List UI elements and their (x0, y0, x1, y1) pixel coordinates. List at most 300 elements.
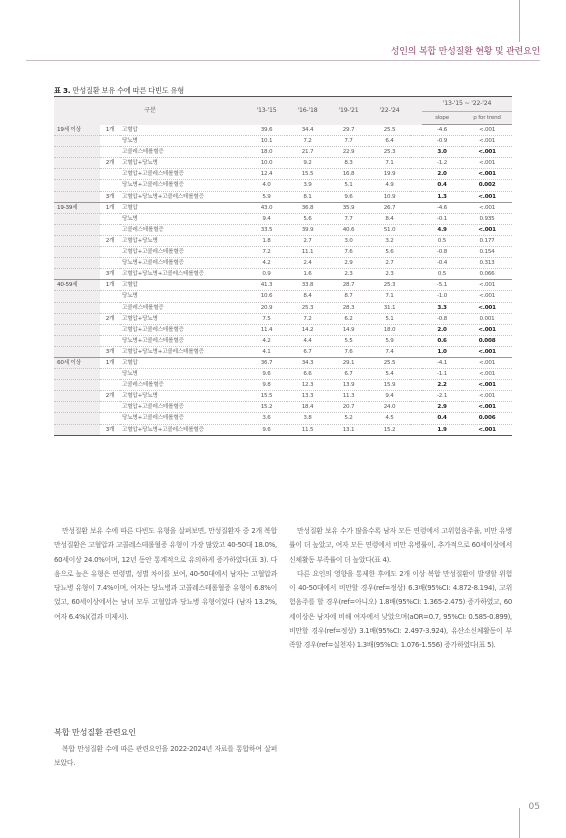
value-cell: 51.0 (369, 224, 410, 235)
table-row (54, 258, 512, 269)
value-cell: 5.4 (369, 369, 410, 380)
spacer-cell (410, 269, 422, 280)
value-cell: 33.5 (246, 224, 287, 235)
value-cell: 34.4 (287, 125, 328, 136)
count-cell: 3개 (100, 346, 120, 357)
value-cell: 3.9 (287, 180, 328, 191)
age-cell (54, 269, 100, 280)
value-cell: 8.1 (287, 191, 328, 202)
slope-cell: 0.4 (422, 180, 462, 191)
spacer-cell (410, 380, 422, 391)
slope-cell: -0.4 (422, 258, 462, 269)
slope-cell: 2.0 (422, 169, 462, 180)
count-cell: 3개 (100, 269, 120, 280)
p-trend-cell: 0.935 (462, 213, 512, 224)
count-cell (100, 224, 120, 235)
slope-cell: -4.6 (422, 202, 462, 213)
count-cell (100, 291, 120, 302)
spacer-cell (410, 335, 422, 346)
table-row (54, 335, 512, 346)
table-row (54, 191, 512, 202)
value-cell: 4.2 (246, 335, 287, 346)
value-cell: 8.7 (328, 291, 369, 302)
type-cell: 고콜레스테롤혈증 (120, 380, 246, 391)
slope-cell: 2.9 (422, 402, 462, 413)
type-cell: 고혈압+고콜레스테롤혈증 (120, 169, 246, 180)
type-cell: 당뇨병+고콜레스테롤혈증 (120, 413, 246, 424)
right-column-text (289, 524, 512, 653)
p-trend-cell: <.001 (462, 125, 512, 136)
age-cell (54, 335, 100, 346)
value-cell: 15.9 (369, 380, 410, 391)
spacer-cell (410, 424, 422, 435)
value-cell: 7.1 (369, 158, 410, 169)
table-row (54, 180, 512, 191)
p-trend-cell: <.001 (462, 224, 512, 235)
type-cell: 고혈압 (120, 280, 246, 291)
p-trend-cell: <.001 (462, 169, 512, 180)
spacer-cell (410, 324, 422, 335)
age-cell: 19-39세 (54, 202, 100, 213)
value-cell: 18.4 (287, 402, 328, 413)
count-cell: 3개 (100, 191, 120, 202)
value-cell: 2.7 (287, 235, 328, 246)
value-cell: 4.5 (369, 413, 410, 424)
table-row (54, 136, 512, 147)
value-cell: 7.6 (328, 247, 369, 258)
spacer-cell (410, 369, 422, 380)
slope-cell: 4.9 (422, 224, 462, 235)
table-row (54, 158, 512, 169)
table-row (54, 125, 512, 136)
value-cell: 4.1 (246, 346, 287, 357)
value-cell: 11.4 (246, 324, 287, 335)
slope-cell: 1.3 (422, 191, 462, 202)
type-cell: 고혈압 (120, 357, 246, 368)
value-cell: 4.0 (246, 180, 287, 191)
spacer-cell (410, 291, 422, 302)
value-cell: 20.9 (246, 302, 287, 313)
age-cell (54, 313, 100, 324)
value-cell: 25.3 (369, 147, 410, 158)
slope-cell: 3.3 (422, 302, 462, 313)
slope-cell: -5.1 (422, 280, 462, 291)
slope-cell: -0.8 (422, 313, 462, 324)
table-row (54, 413, 512, 424)
slope-cell: -0.1 (422, 213, 462, 224)
value-cell: 7.1 (369, 291, 410, 302)
type-cell: 당뇨병+고콜레스테롤혈증 (120, 335, 246, 346)
spacer-cell (410, 235, 422, 246)
type-cell: 고혈압+당뇨병+고콜레스테롤혈증 (120, 346, 246, 357)
bottom-divider-line (519, 808, 520, 838)
p-trend-cell: 0.002 (462, 180, 512, 191)
header-period: '22-'24 (369, 97, 410, 125)
table-row (54, 235, 512, 246)
value-cell: 43.0 (246, 202, 287, 213)
p-trend-cell: <.001 (462, 346, 512, 357)
value-cell: 18.0 (246, 147, 287, 158)
slope-cell: -2.1 (422, 391, 462, 402)
table-row (54, 213, 512, 224)
count-cell (100, 335, 120, 346)
value-cell: 5.6 (369, 247, 410, 258)
value-cell: 19.9 (369, 169, 410, 180)
value-cell: 10.9 (369, 191, 410, 202)
value-cell: 10.0 (246, 158, 287, 169)
age-cell (54, 324, 100, 335)
value-cell: 15.2 (369, 424, 410, 435)
value-cell: 26.7 (369, 202, 410, 213)
spacer-cell (410, 147, 422, 158)
count-cell (100, 413, 120, 424)
value-cell: 12.4 (246, 169, 287, 180)
age-cell: 19세 이상 (54, 125, 100, 136)
slope-cell: 0.6 (422, 335, 462, 346)
value-cell: 2.7 (369, 258, 410, 269)
spacer-cell (410, 258, 422, 269)
value-cell: 18.0 (369, 324, 410, 335)
value-cell: 8.3 (328, 158, 369, 169)
spacer-cell (410, 202, 422, 213)
value-cell: 3.8 (287, 413, 328, 424)
value-cell: 14.9 (328, 324, 369, 335)
type-cell: 고혈압 (120, 202, 246, 213)
count-cell (100, 369, 120, 380)
age-cell (54, 158, 100, 169)
value-cell: 1.8 (246, 235, 287, 246)
value-cell: 7.2 (287, 313, 328, 324)
value-cell: 2.3 (328, 269, 369, 280)
table-row (54, 313, 512, 324)
slope-cell: 2.2 (422, 380, 462, 391)
count-cell (100, 213, 120, 224)
header-period: '16-'18 (287, 97, 328, 125)
table-row (54, 202, 512, 213)
slope-cell: 0.4 (422, 413, 462, 424)
age-cell (54, 180, 100, 191)
value-cell: 28.3 (328, 302, 369, 313)
count-cell: 2개 (100, 158, 120, 169)
table-row (54, 291, 512, 302)
age-cell: 40-59세 (54, 280, 100, 291)
table-row (54, 369, 512, 380)
value-cell: 40.6 (328, 224, 369, 235)
count-cell: 3개 (100, 424, 120, 435)
p-trend-cell: 0.177 (462, 235, 512, 246)
type-cell: 당뇨병+고콜레스테롤혈증 (120, 180, 246, 191)
age-cell (54, 380, 100, 391)
value-cell: 5.1 (369, 313, 410, 324)
value-cell: 15.5 (287, 169, 328, 180)
spacer-cell (410, 346, 422, 357)
slope-cell: 1.9 (422, 424, 462, 435)
age-cell (54, 191, 100, 202)
value-cell: 20.7 (328, 402, 369, 413)
body-paragraph: 복합 만성질환 수에 따른 관련요인을 2022-2024년 자료를 통합하여 살펴보았다. (54, 745, 277, 768)
value-cell: 7.2 (246, 247, 287, 258)
slope-cell: -4.6 (422, 125, 462, 136)
value-cell: 5.2 (328, 413, 369, 424)
count-cell (100, 136, 120, 147)
value-cell: 15.5 (246, 391, 287, 402)
type-cell: 당뇨병+고콜레스테롤혈증 (120, 258, 246, 269)
type-cell: 고혈압+고콜레스테롤혈증 (120, 402, 246, 413)
table-row (54, 346, 512, 357)
value-cell: 4.4 (287, 335, 328, 346)
age-cell (54, 224, 100, 235)
value-cell: 3.0 (328, 235, 369, 246)
running-header-title: 성인의 복합 만성질환 현황 및 관련요인 (390, 47, 540, 57)
slope-cell: 3.0 (422, 147, 462, 158)
table-row (54, 357, 512, 368)
value-cell: 7.7 (328, 213, 369, 224)
count-cell (100, 247, 120, 258)
type-cell: 고콜레스테롤혈증 (120, 302, 246, 313)
count-cell (100, 258, 120, 269)
type-cell: 고콜레스테롤혈증 (120, 147, 246, 158)
table-caption-number: 표 3. (54, 86, 71, 95)
type-cell: 고혈압+당뇨병+고콜레스테롤혈증 (120, 424, 246, 435)
header-rule (26, 60, 540, 61)
age-cell (54, 424, 100, 435)
header-spacer (410, 97, 422, 125)
value-cell: 35.9 (328, 202, 369, 213)
age-cell (54, 291, 100, 302)
header-group: 구분 (54, 97, 246, 125)
age-cell (54, 258, 100, 269)
count-cell: 2개 (100, 235, 120, 246)
value-cell: 5.9 (246, 191, 287, 202)
value-cell: 25.5 (369, 125, 410, 136)
value-cell: 9.4 (246, 213, 287, 224)
p-trend-cell: <.001 (462, 191, 512, 202)
age-cell (54, 136, 100, 147)
value-cell: 5.9 (369, 335, 410, 346)
p-trend-cell: <.001 (462, 391, 512, 402)
table-row (54, 224, 512, 235)
count-cell: 1개 (100, 125, 120, 136)
value-cell: 36.7 (246, 357, 287, 368)
value-cell: 6.7 (287, 346, 328, 357)
value-cell: 21.7 (287, 147, 328, 158)
body-paragraph: 만성질환 보유 수에 따른 다빈도 유형을 살펴보면, 만성질환자 중 2개 복합 만성질환은 고혈압과 고콜레스테롤혈증 유형이 가장 많았고 40-50대 18.0%, 60세이상 24.0%이며, 12년 동안 통계적으로 유의하게 증가하였다(표 3). 다음으로 높은 유형은 연령별, 성별 차이를 보여, 40-50대에서 남자는 고혈압과 당뇨병 유형이 7.4%이며, 여자는 당뇨병과 고콜레스테롤혈증 유형이 6.8%이었고, 60세이상에서는 남녀 모두 고혈압과 당뇨병 유형이었다 (남자 13.2%, 여자 6.4%)(결과 미제시). (54, 527, 277, 621)
type-cell: 당뇨병 (120, 291, 246, 302)
slope-cell: -1.2 (422, 158, 462, 169)
value-cell: 1.6 (287, 269, 328, 280)
type-cell: 당뇨병 (120, 136, 246, 147)
value-cell: 15.2 (246, 402, 287, 413)
age-cell (54, 369, 100, 380)
age-cell (54, 413, 100, 424)
age-cell (54, 213, 100, 224)
count-cell (100, 169, 120, 180)
value-cell: 4.9 (369, 180, 410, 191)
p-trend-cell: <.001 (462, 147, 512, 158)
type-cell: 고혈압+고콜레스테롤혈증 (120, 324, 246, 335)
spacer-cell (410, 302, 422, 313)
chronic-disease-type-table (54, 96, 512, 436)
value-cell: 7.6 (328, 346, 369, 357)
slope-cell: 0.5 (422, 269, 462, 280)
left-column-text-2 (54, 742, 277, 771)
count-cell: 2개 (100, 391, 120, 402)
p-trend-cell: 0.066 (462, 269, 512, 280)
p-trend-cell: <.001 (462, 280, 512, 291)
count-cell: 1개 (100, 280, 120, 291)
value-cell: 8.4 (287, 291, 328, 302)
value-cell: 29.1 (328, 357, 369, 368)
value-cell: 7.4 (369, 346, 410, 357)
value-cell: 9.2 (287, 158, 328, 169)
spacer-cell (410, 357, 422, 368)
header-p-trend: p for trend (462, 112, 512, 125)
value-cell: 2.4 (287, 258, 328, 269)
age-cell (54, 235, 100, 246)
age-cell (54, 346, 100, 357)
value-cell: 16.8 (328, 169, 369, 180)
header-period: '13-'15 (246, 97, 287, 125)
slope-cell: 1.0 (422, 346, 462, 357)
spacer-cell (410, 313, 422, 324)
age-cell (54, 402, 100, 413)
table-row (54, 380, 512, 391)
spacer-cell (410, 180, 422, 191)
spacer-cell (410, 402, 422, 413)
value-cell: 10.1 (246, 136, 287, 147)
slope-cell: -0.9 (422, 136, 462, 147)
type-cell: 고혈압+당뇨병 (120, 235, 246, 246)
type-cell: 고콜레스테롤혈증 (120, 224, 246, 235)
spacer-cell (410, 280, 422, 291)
value-cell: 9.4 (369, 391, 410, 402)
p-trend-cell: <.001 (462, 158, 512, 169)
value-cell: 9.6 (246, 424, 287, 435)
spacer-cell (410, 247, 422, 258)
p-trend-cell: <.001 (462, 402, 512, 413)
count-cell: 1개 (100, 202, 120, 213)
p-trend-cell: <.001 (462, 302, 512, 313)
age-cell (54, 302, 100, 313)
type-cell: 당뇨병 (120, 213, 246, 224)
value-cell: 22.9 (328, 147, 369, 158)
spacer-cell (410, 224, 422, 235)
header-slope: slope (422, 112, 462, 125)
count-cell (100, 380, 120, 391)
header-trend-span: '13-'15 ~ '22-'24 (422, 97, 512, 112)
type-cell: 고혈압 (120, 125, 246, 136)
value-cell: 13.9 (328, 380, 369, 391)
top-divider-line (519, 0, 520, 42)
value-cell: 41.3 (246, 280, 287, 291)
value-cell: 25.3 (369, 280, 410, 291)
slope-cell: 2.0 (422, 324, 462, 335)
type-cell: 고혈압+당뇨병+고콜레스테롤혈증 (120, 269, 246, 280)
value-cell: 13.3 (287, 391, 328, 402)
header-period: '19-'21 (328, 97, 369, 125)
count-cell: 2개 (100, 313, 120, 324)
value-cell: 3.6 (246, 413, 287, 424)
type-cell: 당뇨병 (120, 369, 246, 380)
value-cell: 36.8 (287, 202, 328, 213)
table-row (54, 247, 512, 258)
table-caption-text: 만성질환 보유 수에 따른 다빈도 유형 (70, 86, 185, 95)
value-cell: 6.2 (328, 313, 369, 324)
spacer-cell (410, 413, 422, 424)
table-row (54, 269, 512, 280)
value-cell: 6.7 (328, 369, 369, 380)
body-paragraph: 다른 요인의 영향을 통제한 후에도 2개 이상 복합 만성질환이 발생할 위험이 40-50대에서 비만할 경우(ref=정상) 6.3배(95%CI: 4.872-8.194), 고위험음주를 할 경우(ref=아니오) 1.8배(95%CI: 1.365-2.475) 증가하였고, 60세이상은 남자에 비해 여자에서 낮았으며(aOR=0.7, 95%CI: 0.585-0.899), 비만할 경우(ref=정상) 3.1배(95%CI: 2.497-3.924), 유산소신체활동이 부족할 경우(ref=실천자) 1.3배(95%CI: 1.076-1.556) 증가하였다(표 5). (289, 569, 512, 650)
age-cell (54, 147, 100, 158)
p-trend-cell: <.001 (462, 202, 512, 213)
table-row (54, 391, 512, 402)
value-cell: 29.7 (328, 125, 369, 136)
spacer-cell (410, 191, 422, 202)
value-cell: 7.2 (287, 136, 328, 147)
p-trend-cell: 0.001 (462, 313, 512, 324)
spacer-cell (410, 213, 422, 224)
value-cell: 13.1 (328, 424, 369, 435)
slope-cell: -4.1 (422, 357, 462, 368)
table-row (54, 169, 512, 180)
type-cell: 고혈압+당뇨병 (120, 158, 246, 169)
value-cell: 25.3 (287, 302, 328, 313)
value-cell: 6.4 (369, 136, 410, 147)
section-heading: 복합 만성질환 관련요인 (54, 727, 136, 737)
table-row (54, 280, 512, 291)
spacer-cell (410, 158, 422, 169)
p-trend-cell: 0.154 (462, 247, 512, 258)
p-trend-cell: <.001 (462, 424, 512, 435)
p-trend-cell: <.001 (462, 357, 512, 368)
page-number: 05 (528, 802, 540, 812)
value-cell: 11.3 (328, 391, 369, 402)
body-paragraph: 만성질환 보유 수가 많을수록 남자 모든 연령에서 고위험음주율, 비만 유병률이 더 높았고, 여자 모든 연령에서 비만 유병률이, 추가적으로 60세이상에서 신체활동 부족률이 더 높았다(표 4). (289, 527, 512, 564)
p-trend-cell: 0.313 (462, 258, 512, 269)
spacer-cell (410, 391, 422, 402)
p-trend-cell: <.001 (462, 291, 512, 302)
table-row (54, 402, 512, 413)
age-cell: 60세 이상 (54, 357, 100, 368)
value-cell: 9.6 (246, 369, 287, 380)
value-cell: 5.5 (328, 335, 369, 346)
table-row (54, 302, 512, 313)
p-trend-cell: <.001 (462, 380, 512, 391)
count-cell: 1개 (100, 357, 120, 368)
value-cell: 25.5 (369, 357, 410, 368)
p-trend-cell: <.001 (462, 136, 512, 147)
value-cell: 5.6 (287, 213, 328, 224)
value-cell: 4.2 (246, 258, 287, 269)
table-row (54, 147, 512, 158)
value-cell: 9.6 (328, 191, 369, 202)
value-cell: 39.9 (287, 224, 328, 235)
p-trend-cell: <.001 (462, 324, 512, 335)
slope-cell: -1.1 (422, 369, 462, 380)
value-cell: 0.9 (246, 269, 287, 280)
value-cell: 39.6 (246, 125, 287, 136)
spacer-cell (410, 136, 422, 147)
p-trend-cell: <.001 (462, 369, 512, 380)
value-cell: 7.7 (328, 136, 369, 147)
type-cell: 고혈압+당뇨병 (120, 391, 246, 402)
slope-cell: -0.8 (422, 247, 462, 258)
value-cell: 12.3 (287, 380, 328, 391)
value-cell: 3.2 (369, 235, 410, 246)
table-row (54, 324, 512, 335)
left-column-text (54, 524, 277, 624)
type-cell: 고혈압+고콜레스테롤혈증 (120, 247, 246, 258)
